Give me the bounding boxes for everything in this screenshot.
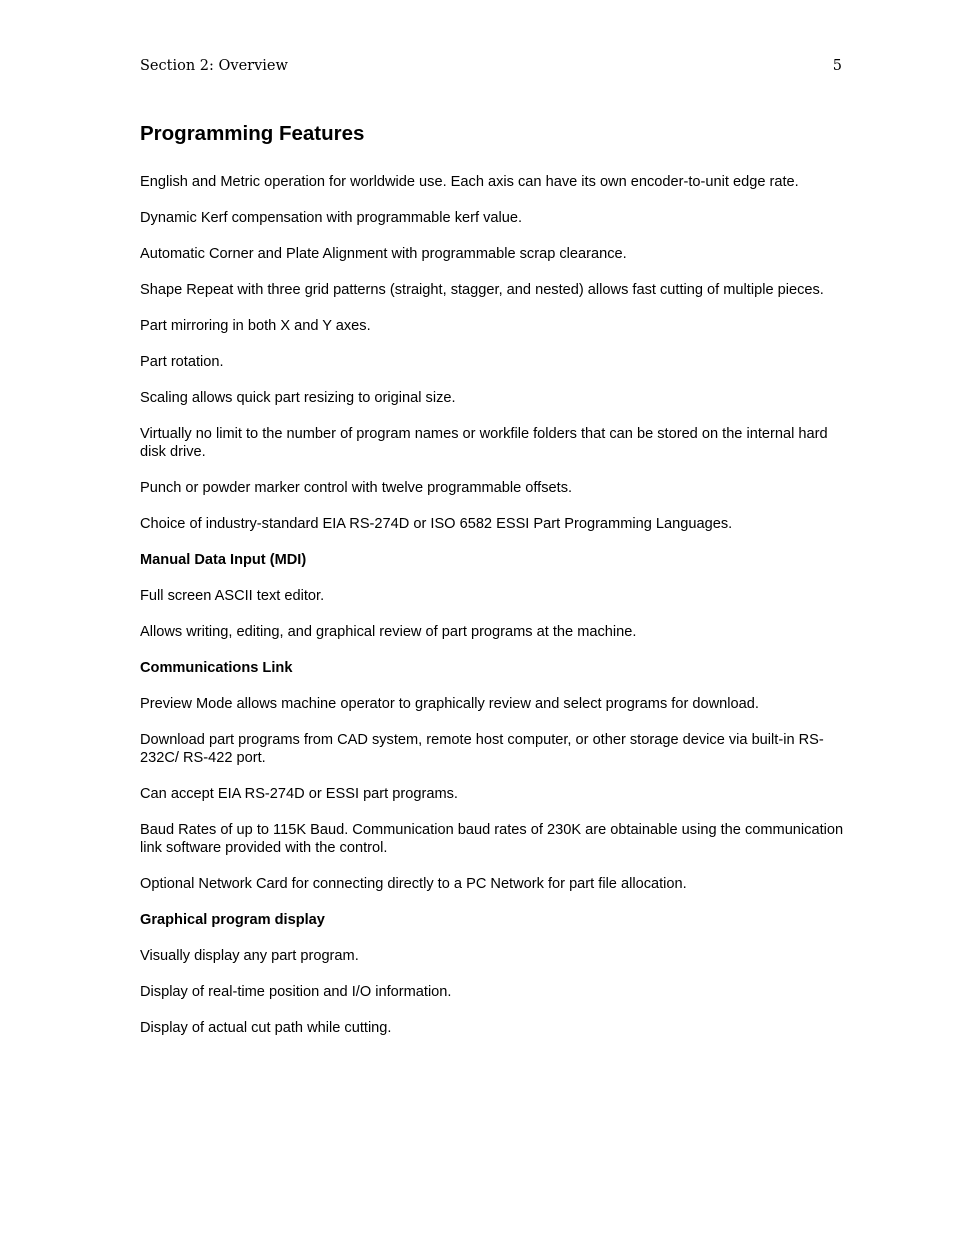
graphical-display-paragraph: Display of actual cut path while cutting. [140,1020,392,1036]
communications-paragraph: Can accept EIA RS-274D or ESSI part programs. [140,786,458,802]
communications-paragraph: Preview Mode allows machine operator to graphically review and select programs for download. [140,696,759,712]
feature-paragraph: Scaling allows quick part resizing to original size. [140,390,456,406]
page-number: 5 [832,58,842,74]
feature-paragraph: Automatic Corner and Plate Alignment with programmable scrap clearance. [140,246,627,262]
communications-paragraph: Optional Network Card for connecting directly to a PC Network for part file allocation. [140,876,687,892]
feature-paragraph: English and Metric operation for worldwide use. Each axis can have its own encoder-to-unit edge rate. [140,174,799,190]
feature-paragraph: Part rotation. [140,354,224,370]
section-heading-mdi: Manual Data Input (MDI) [140,552,307,568]
feature-paragraph: Virtually no limit to the number of program names or workfile folders that can be stored on the internal hard disk drive. [140,426,828,460]
section-heading-communications: Communications Link [140,660,293,676]
body-text [140,173,846,1055]
communications-paragraph: Download part programs from CAD system, remote host computer, or other storage device via built-in RS-232C/ RS-422 port. [140,732,824,766]
mdi-paragraph: Full screen ASCII text editor. [140,588,325,604]
graphical-display-paragraph: Visually display any part program. [140,948,359,964]
feature-paragraph: Punch or powder marker control with twelve programmable offsets. [140,480,573,496]
communications-paragraph: Baud Rates of up to 115K Baud. Communication baud rates of 230K are obtainable using the communication link software provided with the control. [140,822,844,856]
page-title: Programming Features [140,122,365,145]
graphical-display-paragraph: Display of real-time position and I/O information. [140,984,452,1000]
section-heading-graphical-display: Graphical program display [140,912,325,928]
feature-paragraph: Shape Repeat with three grid patterns (straight, stagger, and nested) allows fast cutting of multiple pieces. [140,282,824,298]
mdi-paragraph: Allows writing, editing, and graphical review of part programs at the machine. [140,624,637,640]
feature-paragraph: Part mirroring in both X and Y axes. [140,318,371,334]
feature-paragraph: Dynamic Kerf compensation with programmable kerf value. [140,210,523,226]
feature-paragraph: Choice of industry-standard EIA RS-274D or ISO 6582 ESSI Part Programming Languages. [140,516,733,532]
section-label: Section 2: Overview [140,58,288,74]
